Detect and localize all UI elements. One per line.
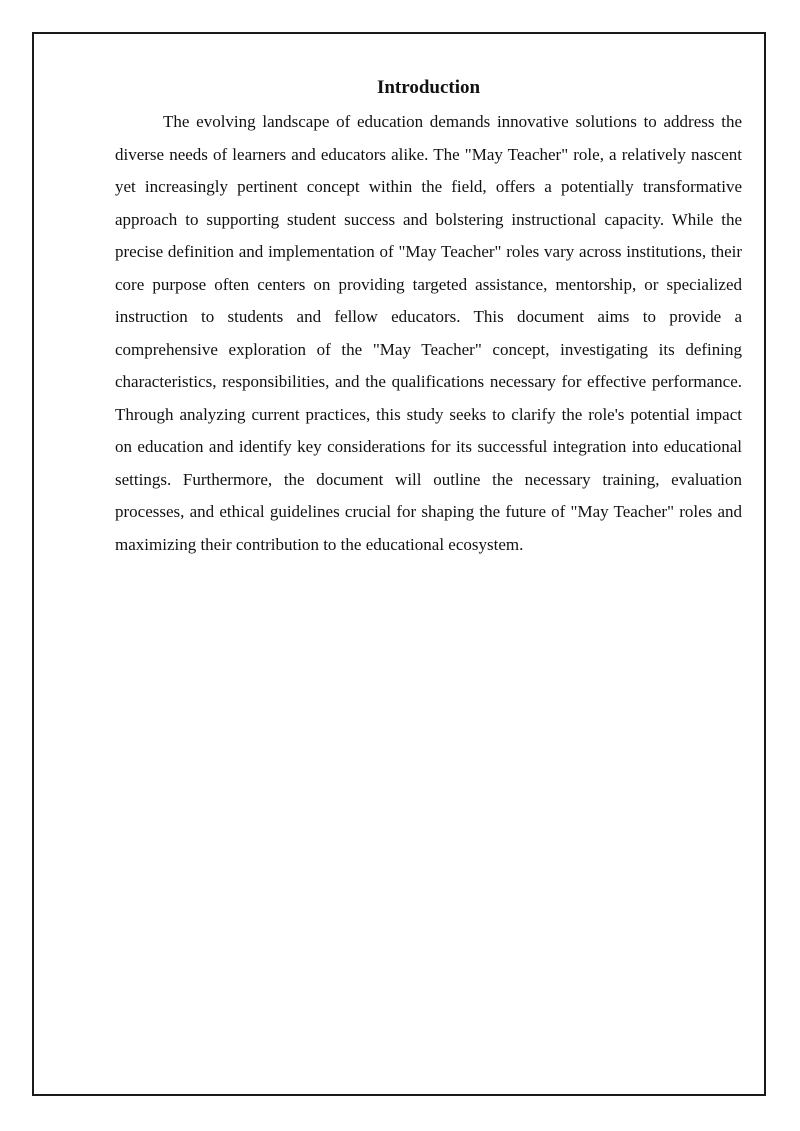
section-heading: Introduction: [376, 77, 481, 98]
document-content: [115, 76, 742, 561]
intro-paragraph: The evolving landscape of education demands innovative solutions to address the diverse needs of learners and educators alike. The "May Teacher" role, a relatively nascent yet increasingly pertinent concept within the field, offers a potentially transformative approach to supporting student success and bolstering instructional capacity. While the precise definition and implementation of "May Teacher" roles vary across institutions, their core purpose often centers on providing targeted assistance, mentorship, or specialized instruction to students and fellow educators. This document aims to provide a comprehensive exploration of the "May Teacher" concept, investigating its defining characteristics, responsibilities, and the qualifications necessary for effective performance. Through analyzing current practices, this study seeks to clarify the role's potential impact on education and identify key considerations for its successful integration into educational settings. Furthermore, the document will outline the necessary training, evaluation processes, and ethical guidelines crucial for shaping the future of "May Teacher" roles and maximizing their contribution to the educational ecosystem.: [115, 112, 742, 554]
